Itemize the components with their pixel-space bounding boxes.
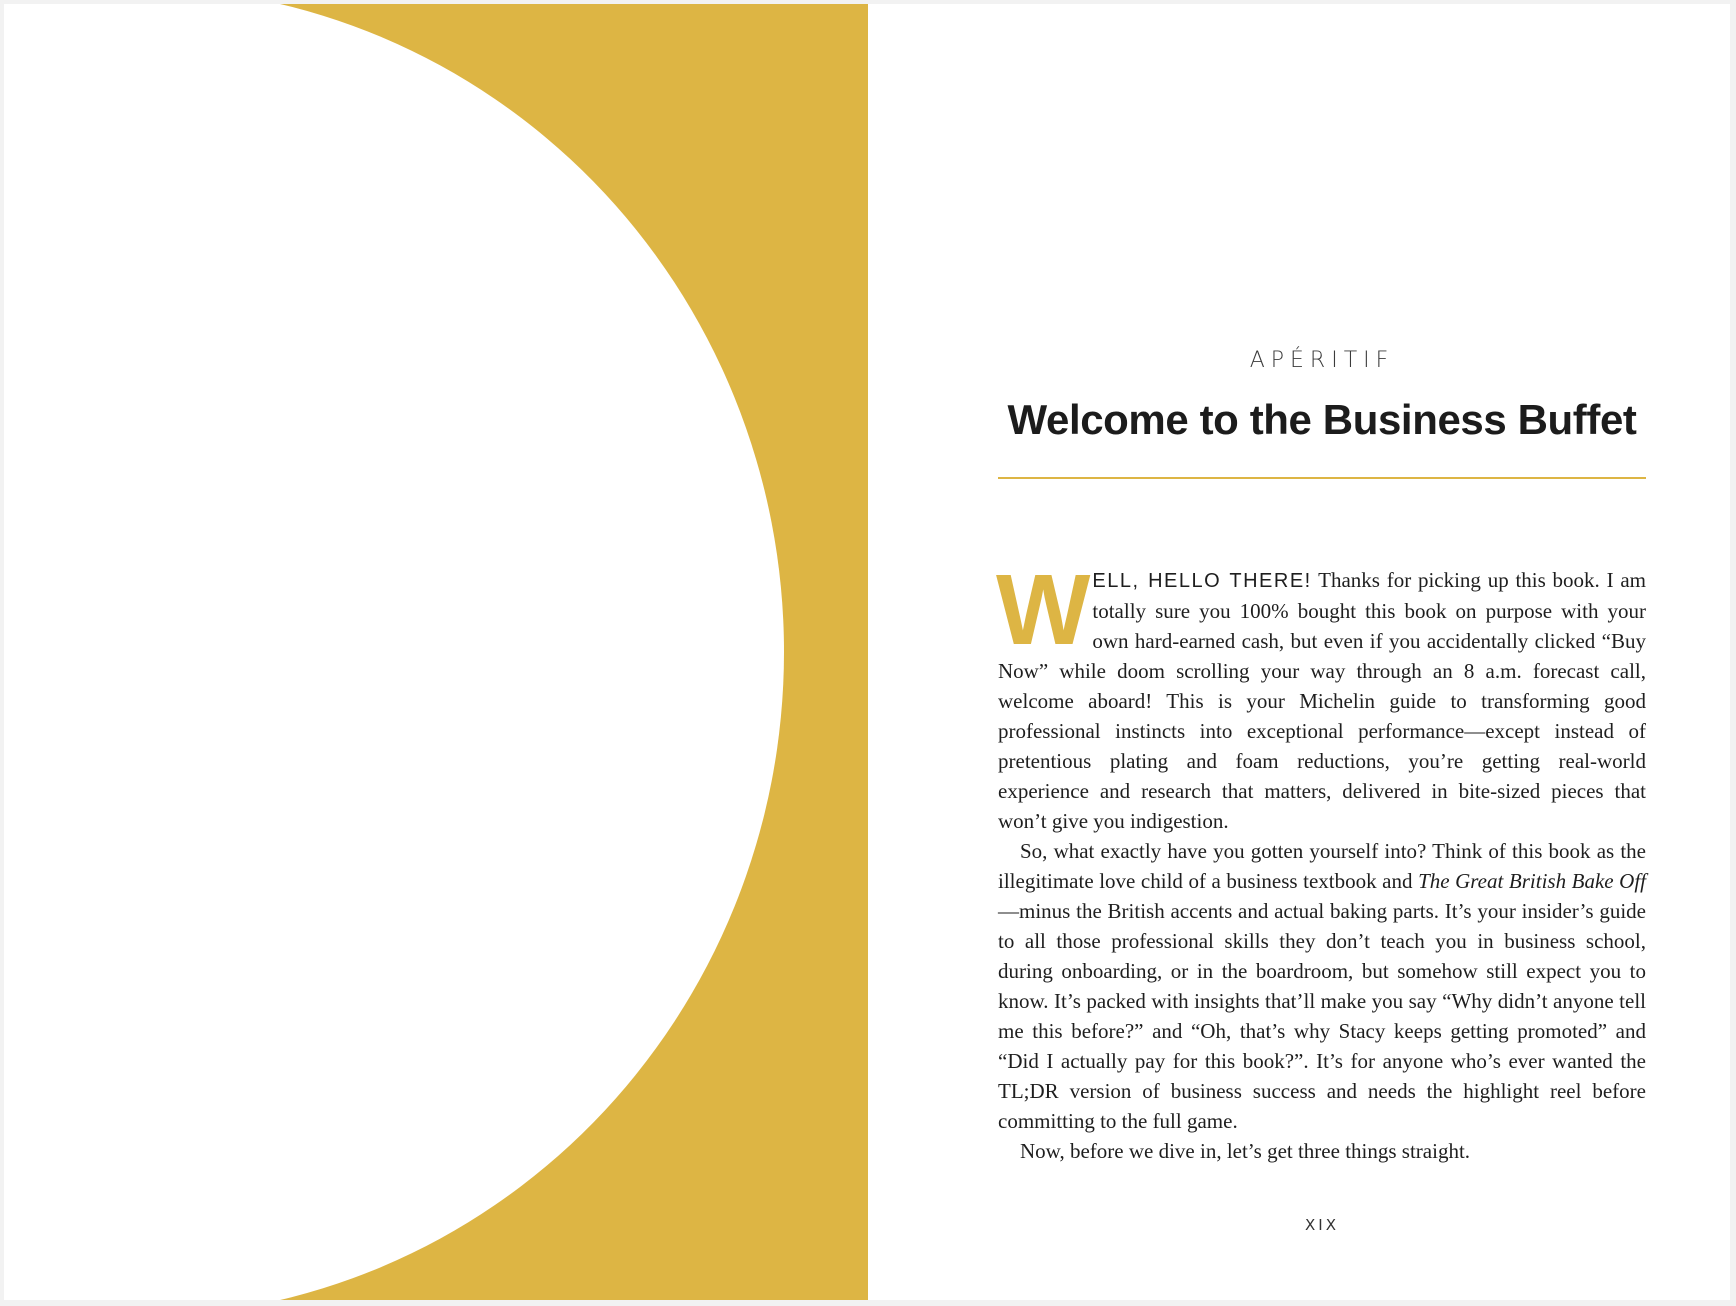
chapter-kicker: APÉRITIF	[1249, 348, 1395, 373]
drop-cap: W	[996, 554, 1087, 666]
paragraph-2-text-b: —minus the British accents and actual baking parts. It’s your insider’s guide to all those professional skills they don’t teach you in business school, during onboarding, or in the boardroom, but somehow still expect you to know. It’s packed with insights that’ll make you say “Why didn’t anyone tell me this before?” and “Oh, that’s why Stacy keeps getting promoted” and “Did I actually pay for this book?”. It’s for anyone who’s ever wanted the TL;DR version of business success and needs the highlight reel before committing to the full game.	[998, 899, 1646, 1133]
page-number: XIX	[1305, 1216, 1339, 1234]
book-spread	[4, 4, 1730, 1300]
paragraph-2-text-a: So, what exactly have you gotten yourself into? Think of this book as the illegitimate love child of a business textbook and	[998, 839, 1646, 893]
paragraph-3: Now, before we dive in, let’s get three things straight.	[1020, 1139, 1471, 1163]
paragraph-1	[996, 554, 1646, 836]
chapter-body	[996, 554, 1646, 1166]
gold-half-circle-graphic	[4, 4, 868, 1300]
right-page	[868, 4, 1730, 1300]
chapter-title: Welcome to the Business Buffet	[1007, 396, 1637, 443]
left-page-artwork	[4, 4, 868, 1300]
paragraph-1-text: Thanks for picking up this book. I am totally sure you 100% bought this book on purpose with your own hard-earned cash, but even if you accidentally clicked “Buy Now” while doom scrolling your way through an 8 a.m. forecast call, welcome aboard! This is your Michelin guide to transforming good professional instincts into exceptional performance—except instead of pretentious plating and foam reductions, you’re getting real-world experience and research that matters, delivered in bite-sized pieces that won’t give you indigestion.	[998, 568, 1646, 833]
paragraph-2	[998, 836, 1646, 1136]
title-rule	[998, 477, 1646, 479]
book-title-italic: The Great British Bake Off	[1418, 869, 1646, 893]
lead-in-text: ELL, HELLO THERE!	[1092, 570, 1312, 592]
